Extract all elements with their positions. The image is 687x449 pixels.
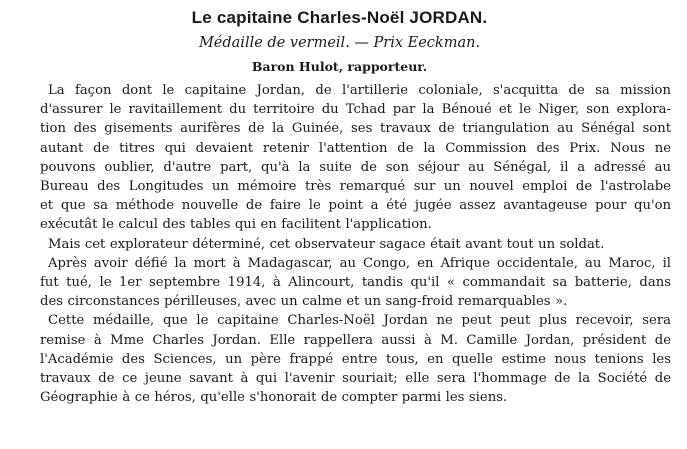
text-line: Bureau des Longitudes un mémoire très remarqué sur un nouvel emploi de l'astrolabe <box>40 179 671 195</box>
page-title: Le capitaine Charles-Noël JORDAN. <box>191 8 488 27</box>
text-line: fut tué, le 1er septembre 1914, à Alincourt, tandis qu'il « commandait sa batterie, dans <box>40 275 671 291</box>
paragraph-4 <box>32 311 671 407</box>
rapporteur-line: Baron Hulot, rapporteur. <box>251 59 428 74</box>
text-line: remise à Mme Charles Jordan. Elle rappellera aussi à M. Camille Jordan, président de <box>40 332 671 348</box>
text-line: et que sa méthode nouvelle de faire le point a été jugée assez avantageuse pour qu'on <box>40 198 671 214</box>
text-line: travaux de ce jeune savant à qui l'avenir souriait; elle sera l'hommage de la Société de <box>40 371 671 387</box>
text-line: exécutât le calcul des tables qui en facilitent l'application. <box>40 217 432 233</box>
paragraph-3 <box>32 254 671 312</box>
text-line: Cette médaille, que le capitaine Charles-Noël Jordan ne peut peut plus recevoir, sera <box>48 313 671 329</box>
text-line: tion des gisements aurifères de la Guinée, ses travaux de triangulation au Sénégal sont <box>40 121 671 137</box>
text-line: pouvons oublier, d'autre part, qu'à la suite de son séjour au Sénégal, il a adressé au <box>40 159 671 175</box>
text-line: autant de titres qui devaient retenir l'attention de la Commission des Prix. Nous ne <box>40 140 671 156</box>
text-line: des circonstances périlleuses, avec un calme et un sang-froid remarquables ». <box>40 294 568 310</box>
text-line: l'Académie des Sciences, un père frappé entre tous, en quelle estime nous tenions les <box>40 351 671 367</box>
award-subtitle: Médaille de vermeil. — Prix Eeckman. <box>198 35 481 51</box>
text-line: Mais cet explorateur déterminé, cet observateur sagace était avant tout un soldat. <box>48 236 605 252</box>
paragraph-2 <box>32 235 671 254</box>
text-line: Après avoir défié la mort à Madagascar, au Congo, en Afrique occidentale, au Maroc, il <box>48 255 671 271</box>
text-line: La façon dont le capitaine Jordan, de l'artillerie coloniale, s'acquitta de sa mission <box>48 83 671 98</box>
paragraph-1 <box>32 81 671 235</box>
text-line: d'assurer le ravitaillement du territoire du Tchad par la Bénoué et le Niger, son explora- <box>40 102 671 118</box>
text-line: Géographie à ce héros, qu'elle s'honorait de compter parmi les siens. <box>40 390 508 406</box>
